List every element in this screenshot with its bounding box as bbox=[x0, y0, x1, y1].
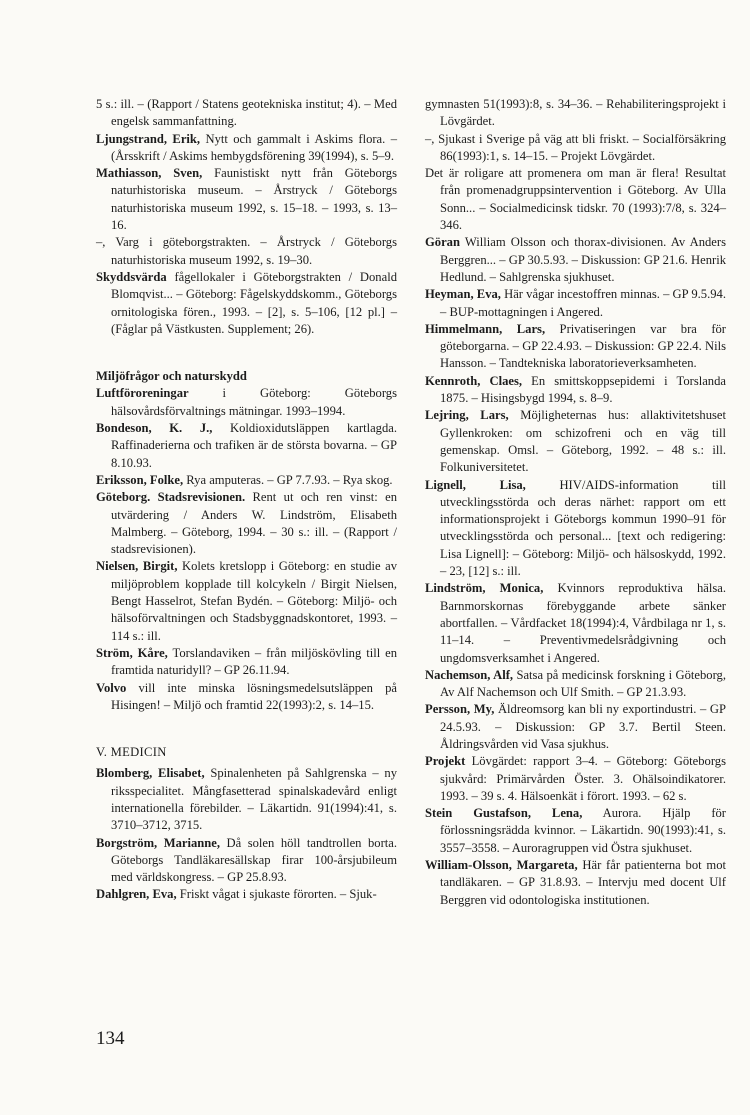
bib-entry: Lejring, Lars, Möjligheternas hus: allaktivitetshuset Gyllenkroken: om schizofreni och en väg till gemenskap. Omsl. – Göteborg, 1992. – 48 s.: ill. Folkuniversitetet. bbox=[425, 408, 726, 475]
bib-entry: Göteborg. Stadsrevisionen. Rent ut och ren vinst: en utvärdering / Anders W. Lindström, Elisabeth Malmberg. – Göteborg, 1994. – 30 s.: ill. – (Rapport / stadsrevisionen). bbox=[96, 490, 397, 557]
bib-entry: Himmelmann, Lars, Privatiseringen var bra för göteborgarna. – GP 22.4.93. – Diskussion: GP 22.4. Nils Hansson. – Tandtekniska laboratorieverksamheten. bbox=[425, 321, 727, 371]
bib-entry: –, Varg i göteborgstrakten. – Årstryck / Göteborgs naturhistoriska museum 1992, s. 19–30. bbox=[96, 235, 397, 267]
bib-entry: Luftföroreningar i Göteborg: Göteborgs hälsovårdsförvaltnings mätningar. 1993–1994. bbox=[96, 386, 397, 418]
bib-entry: gymnasten 51(1993):8, s. 34–36. – Rehabiliteringsprojekt i Lövgärdet. bbox=[425, 97, 726, 129]
bib-entry: Mathiasson, Sven, Faunistiskt nytt från Göteborgs naturhistoriska museum. – Årstryck / Göteborgs naturhistoriska museum 1992, s. 15–18. – 1993, s. 13–16. bbox=[96, 166, 398, 233]
left-column bbox=[96, 96, 397, 904]
bib-entry: Nielsen, Birgit, Kolets kretslopp i Göteborg: en studie av miljöproblem kopplade till kolcykeln / Birgit Nielsen, Bengt Hasselrot, Stefan Bydén. – Göteborg: Miljö- och hälsoförvaltningen och Stadsbyggnadskontoret, 1993. – 114 s.: ill. bbox=[96, 559, 397, 643]
page-number: 134 bbox=[96, 1028, 125, 1049]
bib-entry: Dahlgren, Eva, Friskt vågat i sjukaste förorten. – Sjuk- bbox=[96, 887, 377, 902]
bib-entry: Lignell, Lisa, HIV/AIDS-information till utvecklingsstörda och deras närhet: rapport om ett informationsprojekt i Göteborgs kommun 1990–91 för utvecklingsstörda och personal... [text och redigering: Lisa Lignell]: – Göteborg: Miljö- och hälsoskydd, 1992. – 23, [12] s.: ill. bbox=[425, 477, 726, 579]
bib-entry: Ljungstrand, Erik, Nytt och gammalt i Askims flora. – (Årsskrift / Askims hembygdsförening 39(1994), s. 5–9. bbox=[96, 131, 397, 163]
bib-entry: Bondeson, K. J., Koldioxidutsläppen kartlagda. Raffinaderierna och trafiken är de största bovarna. – GP 8.10.93. bbox=[96, 421, 397, 470]
bib-entry: Heyman, Eva, Här vågar incestoffren minnas. – GP 9.5.94. – BUP-mottagningen i Angered. bbox=[425, 287, 726, 319]
bib-entry: Skyddsvärda fågellokaler i Göteborgstrakten / Donald Blomqvist... – Göteborg: Fågelskyddskomm., Göteborgs ornitologiska fören., 1993. – [2], s. 5–106, [12 pl.] – (Fåglar på Västkusten. Supplement; 26). bbox=[96, 269, 397, 336]
bib-entry: Persson, My, Äldreomsorg kan bli ny exportindustri. – GP 24.5.93. – Diskussion: GP 3.7. Bertil Steen. Åldringsvården vid Vasa sjukhus. bbox=[425, 702, 726, 751]
bib-entry: Blomberg, Elisabet, Spinalenheten på Sahlgrenska – ny riksspecialitet. Mångfasetterad spinalskadevård enligt internationella förebilder. – Läkartidn. 91(1994):41, s. 3710–3712, 3715. bbox=[96, 766, 397, 833]
bib-entry: Nachemson, Alf, Satsa på medicinsk forskning i Göteborg, Av Alf Nachemson och Ulf Smith. – GP 21.3.93. bbox=[425, 667, 726, 700]
bib-entry: Lindström, Monica, Kvinnors reproduktiva hälsa. Barnmorskornas förebyggande arbete sänker abortfallen. – Vårdfacket 18(1994):4, Vårdbilaga nr 1, s. 11–14. – Preventivmedelsrådgivning och ungdomsverksamhet i Angered. bbox=[425, 581, 726, 665]
bib-entry: Göran William Olsson och thorax-divisionen. Av Anders Berggren... – GP 30.5.93. – Diskussion: GP 21.6. Henrik Hedlund. – Sahlgrenska sjukhuset. bbox=[425, 235, 726, 284]
bib-entry: 5 s.: ill. – (Rapport / Statens geotekniska institut; 4). – Med engelsk sammanfattning. bbox=[96, 97, 397, 129]
bib-entry: William-Olsson, Margareta, Här får patienterna bot mot tandläkaren. – GP 31.8.93. – Intervju med docent Ulf Berggren vid odontologiska institutionen. bbox=[425, 858, 726, 907]
subsection-title: Miljöfrågor och naturskydd bbox=[96, 369, 247, 384]
right-column bbox=[425, 96, 726, 909]
bib-entry: Stein Gustafson, Lena, Aurora. Hjälp för förlossningsrädda kvinnor. – Läkartidn. 90(1993):41, s. 3557–3558. – Auroragruppen vid Östra sjukhuset. bbox=[425, 806, 727, 855]
bib-entry: Eriksson, Folke, Rya amputeras. – GP 7.7.93. – Rya skog. bbox=[96, 472, 393, 487]
bib-entry: Borgström, Marianne, Då solen höll tandtrollen borta. Göteborgs Tandläkaresällskap firar 100-årsjubileum med världskongress. – GP 25.8.93. bbox=[96, 835, 397, 885]
bib-entry: Kennroth, Claes, En smittskoppsepidemi i Torslanda 1875. – Hisingsbygd 1994, s. 8–9. bbox=[425, 373, 726, 406]
bib-entry: Det är roligare att promenera om man är flera! Resultat från promenadgruppsintervention i Göteborg. Av Ulla Sonn... – Socialmedicinsk tidskr. 70 (1993):7/8, s. 324–346. bbox=[425, 166, 726, 233]
section-title: V. MEDICIN bbox=[96, 745, 167, 760]
bib-entry: Projekt Lövgärdet: rapport 3–4. – Göteborg: Göteborgs sjukvård: Primärvården Öster. 3. Ohälsoindikatorer. 1993. – 39 s. 4. Hälsoenkät i förort. 1993. – 62 s. bbox=[425, 754, 726, 803]
bib-entry: –, Sjukast i Sverige på väg att bli friskt. – Socialförsäkring 86(1993):1, s. 14–15. – Projekt Lövgärdet. bbox=[425, 131, 726, 163]
bib-entry: Ström, Kåre, Torslandaviken – från miljöskövling till en framtida naturidyll? – GP 26.11.94. bbox=[96, 645, 397, 678]
bib-entry: Volvo vill inte minska lösningsmedelsutsläppen på Hisingen! – Miljö och framtid 22(1993):2, s. 14–15. bbox=[96, 680, 397, 712]
